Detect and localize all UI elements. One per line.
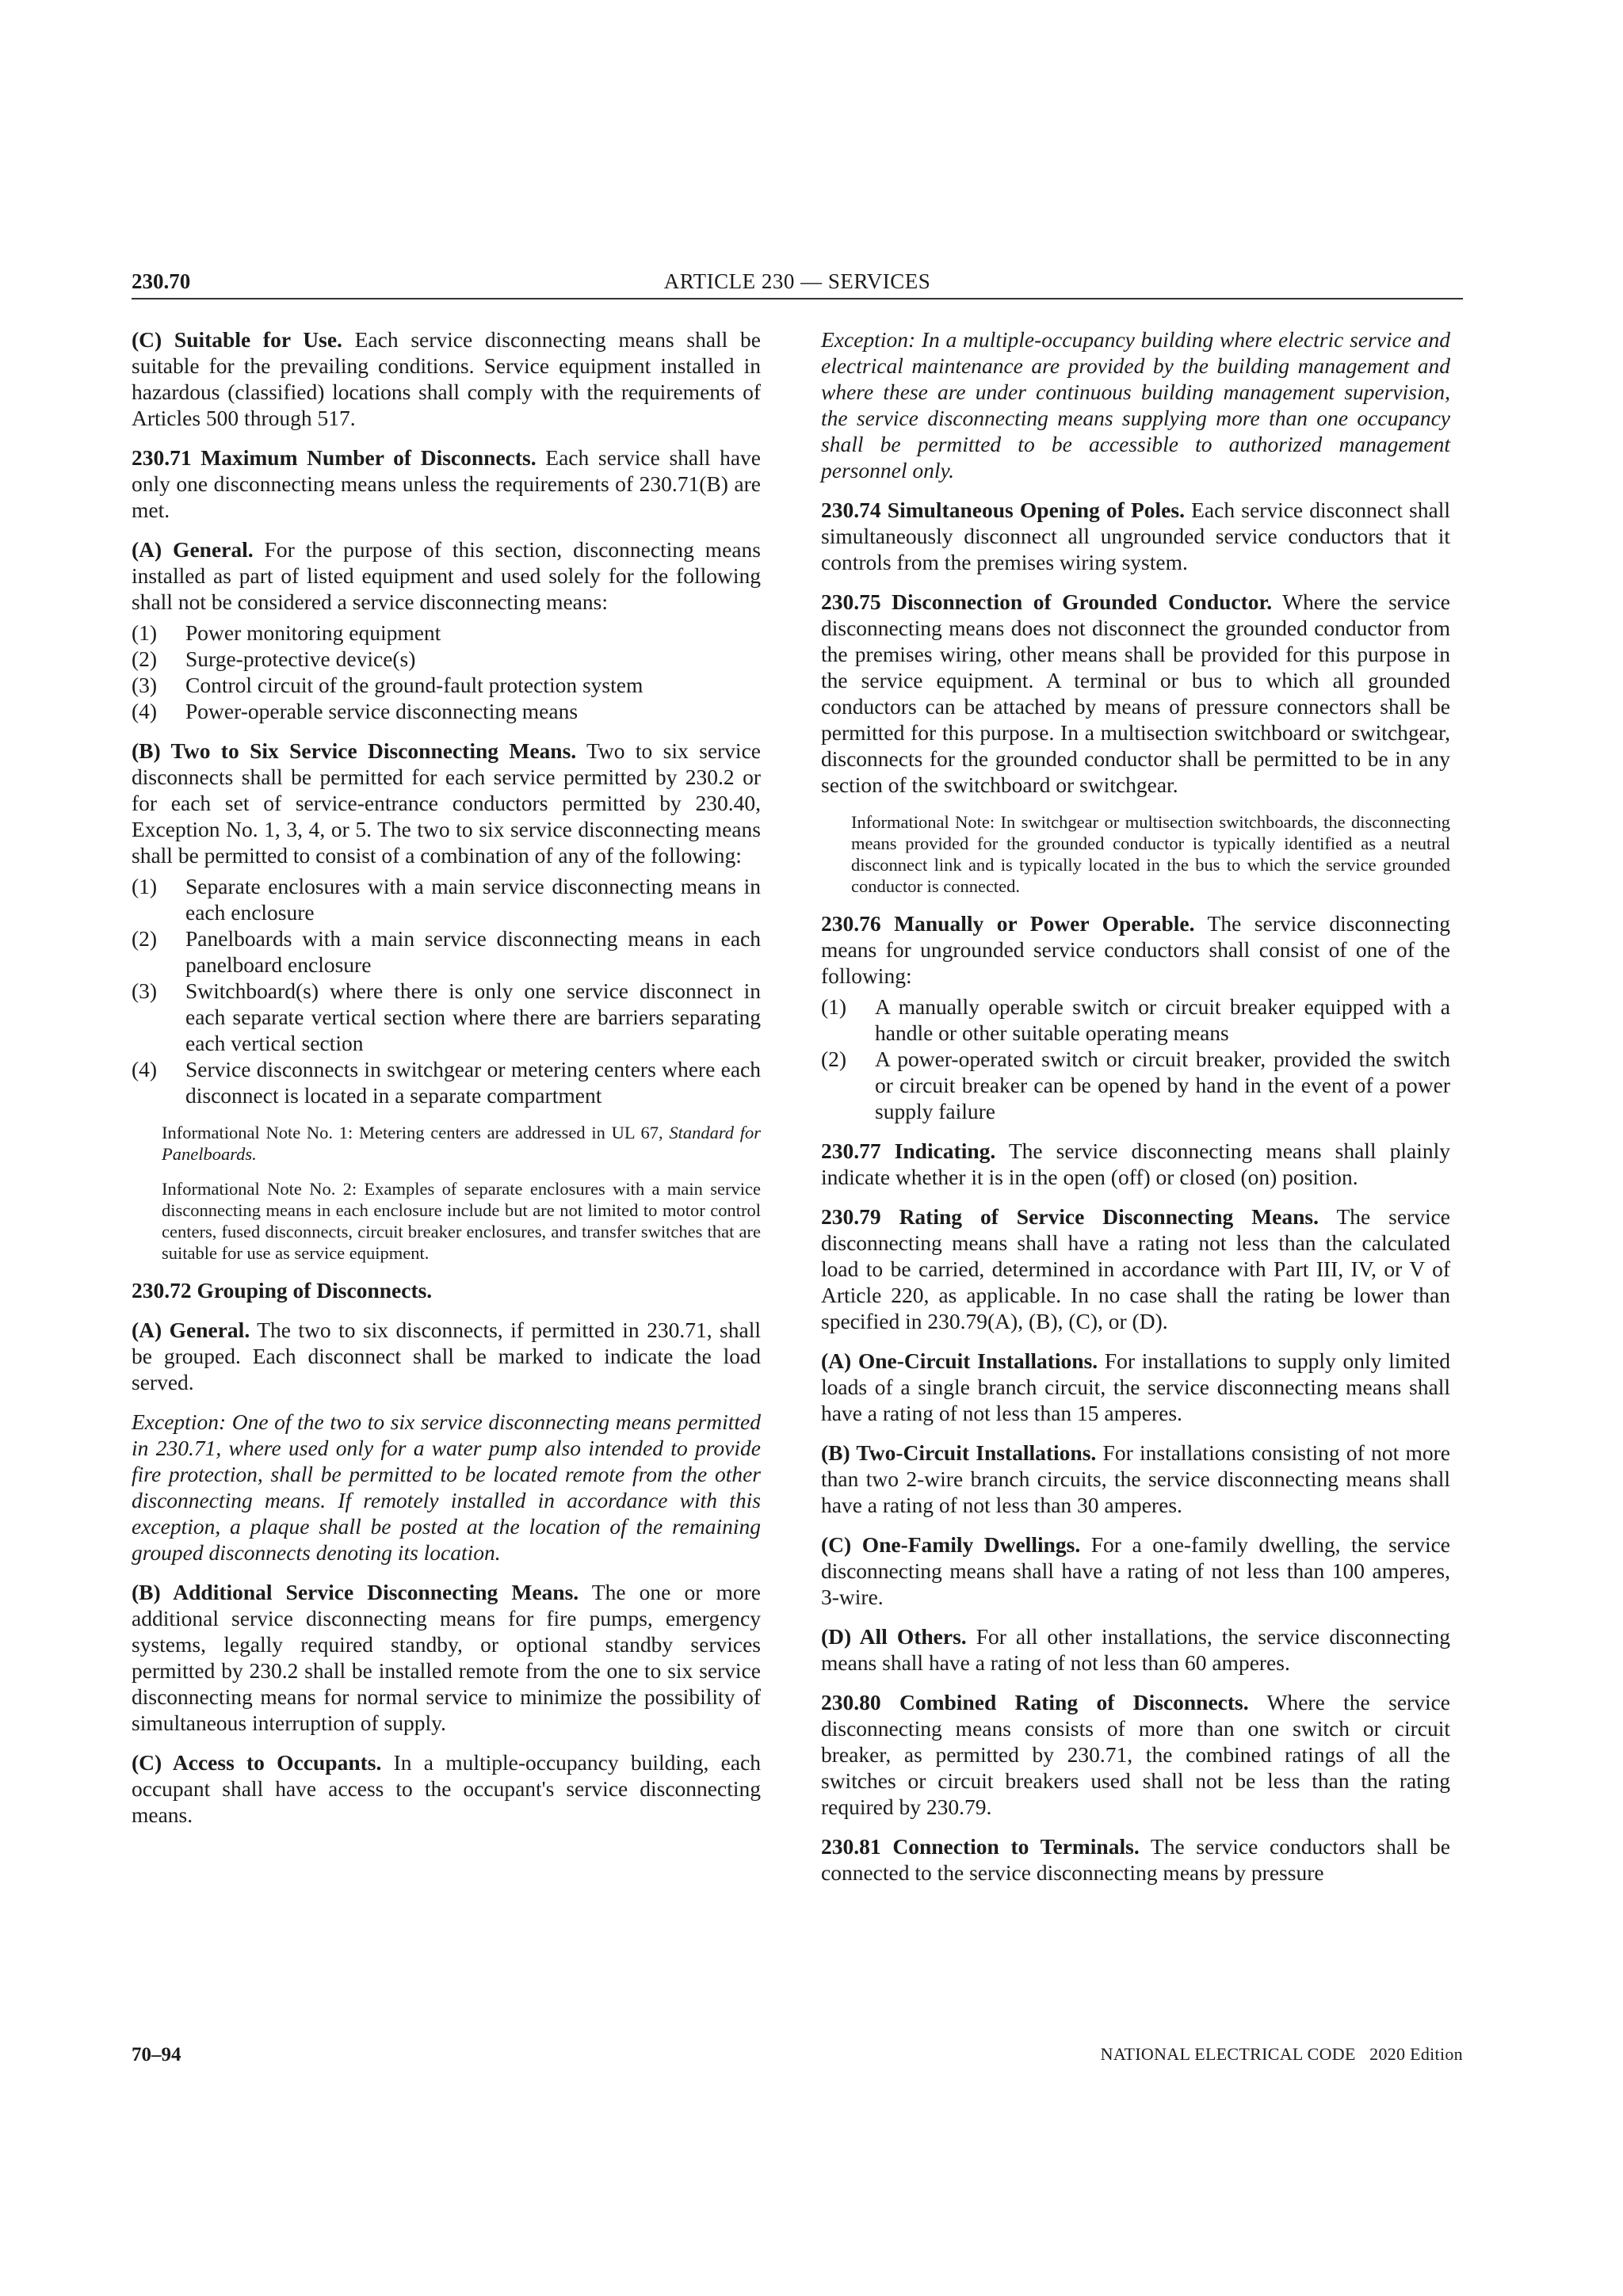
section-b-two-circuit bbox=[821, 1440, 1450, 1518]
informational-note-2 bbox=[162, 1178, 761, 1264]
section-230-75 bbox=[821, 589, 1450, 798]
body-text: For a one-family dwelling, the service disconnecting means shall have a rating of not less than 100 amperes, 3-wire. bbox=[821, 1532, 1450, 1609]
header-article-title: ARTICLE 230 — SERVICES bbox=[663, 269, 931, 293]
heading: (B) Two-Circuit Installations. bbox=[821, 1440, 1097, 1465]
body-text: For installations to supply only limited loads of a single branch circuit, the service disconnecting means shall have a rating of not less than 15 amperes. bbox=[821, 1348, 1450, 1425]
list-item bbox=[821, 1046, 1450, 1124]
section-230-76 bbox=[821, 910, 1450, 989]
section-230-71 bbox=[132, 444, 761, 523]
note-text: Informational Note No. 1: Metering centers are addressed in UL 67, bbox=[162, 1123, 670, 1142]
list-item-number: (4) bbox=[132, 1057, 158, 1081]
header-rule bbox=[132, 298, 1463, 299]
body-text: For installations consisting of not more than two 2-wire branch circuits, the service disconnecting means shall have a rating of not less than 30 amperes. bbox=[821, 1440, 1450, 1517]
body-text: Where the service disconnecting means does not disconnect the grounded conductor from the premises wiring, other means shall be provided for this purpose in the service equipment. A terminal or bus to which all grounded conductors can be attached by means of pressure connectors shall be permitted for this purpose. In a multisection switchboard or switchgear, disconnects for the grounded conductor shall be permitted to be in any section of the switchboard or switchgear. bbox=[821, 589, 1450, 797]
heading: (C) One-Family Dwellings. bbox=[821, 1532, 1081, 1557]
note-text: Informational Note No. 2: Examples of separate enclosures with a main service disconnecting means in each enclosure include but are not limited to motor control centers, fused disconnects, circuit breaker enclosures, and transfer switches that are suitable for use as service equipment. bbox=[162, 1179, 761, 1263]
heading: 230.72 Grouping of Disconnects. bbox=[132, 1278, 433, 1302]
list-item bbox=[821, 994, 1450, 1046]
list-item-number: (1) bbox=[132, 620, 158, 645]
list-item bbox=[132, 698, 761, 724]
body-text: For the purpose of this section, disconnecting means installed as part of listed equipment and used solely for the following shall not be considered a service disconnecting means: bbox=[132, 537, 761, 614]
section-c-suitable-for-use bbox=[132, 326, 761, 431]
section-230-81 bbox=[821, 1833, 1450, 1886]
body-text: The service conductors shall be connected to the service disconnecting means by pressure bbox=[821, 1834, 1450, 1885]
page-footer bbox=[132, 2044, 1463, 2076]
body-text: For all other installations, the service disconnecting means shall have a rating of not less than 60 amperes. bbox=[821, 1624, 1450, 1675]
section-c-one-family bbox=[821, 1531, 1450, 1610]
list-item-number: (1) bbox=[821, 994, 847, 1019]
right-column bbox=[821, 326, 1450, 1899]
list-item-text: Switchboard(s) where there is only one service disconnect in each separate vertical section where there are barriers separating each vertical section bbox=[185, 978, 761, 1055]
list-230-76 bbox=[821, 994, 1450, 1124]
informational-note-1 bbox=[162, 1122, 761, 1165]
list-item-number: (3) bbox=[132, 673, 158, 697]
section-b-additional bbox=[132, 1579, 761, 1736]
heading: 230.80 Combined Rating of Disconnects. bbox=[821, 1690, 1249, 1714]
body-text: Each service disconnecting means shall be suitable for the prevailing conditions. Service equipment installed in hazardous (classified) locations shall comply with the requirements of Articles 500 through 517. bbox=[132, 327, 761, 430]
body-text: The service disconnecting means for ungrounded service conductors shall consist of one of the following: bbox=[821, 911, 1451, 988]
heading: 230.71 Maximum Number of Disconnects. bbox=[132, 445, 537, 470]
list-item-text: Service disconnects in switchgear or metering centers where each disconnect is located in a separate compartment bbox=[185, 1057, 761, 1108]
heading: 230.74 Simultaneous Opening of Poles. bbox=[821, 498, 1185, 522]
heading: 230.81 Connection to Terminals. bbox=[821, 1834, 1140, 1859]
list-item-text: Surge-protective device(s) bbox=[185, 646, 416, 671]
heading: (A) One-Circuit Installations. bbox=[821, 1348, 1098, 1373]
heading: (B) Two to Six Service Disconnecting Means. bbox=[132, 738, 577, 763]
page-header bbox=[132, 269, 1463, 301]
list-item bbox=[132, 873, 761, 925]
list-item-number: (2) bbox=[132, 646, 158, 671]
exception-fire-pump bbox=[132, 1409, 761, 1566]
section-230-79 bbox=[821, 1203, 1450, 1334]
section-c-access bbox=[132, 1749, 761, 1828]
body-text: Each service shall have only one disconnecting means unless the requirements of 230.71(B) are met. bbox=[132, 445, 761, 522]
section-230-72 bbox=[132, 1277, 761, 1303]
heading: 230.77 Indicating. bbox=[821, 1138, 996, 1163]
section-72-a-general bbox=[132, 1317, 761, 1395]
list-item-number: (2) bbox=[132, 926, 158, 951]
list-item bbox=[132, 925, 761, 978]
section-b-two-to-six bbox=[132, 738, 761, 868]
section-230-77 bbox=[821, 1138, 1450, 1190]
section-a-one-circuit bbox=[821, 1348, 1450, 1426]
list-b-two-to-six bbox=[132, 873, 761, 1108]
heading: 230.75 Disconnection of Grounded Conductor. bbox=[821, 589, 1273, 614]
body-text: The service disconnecting means shall have a rating not less than the calculated load to be carried, determined in accordance with Part III, IV, or V of Article 220, as applicable. In no case shall the rating be lower than specified in 230.79(A), (B), (C), or (D). bbox=[821, 1204, 1451, 1333]
body-text: The one or more additional service disconnecting means for fire pumps, emergency systems, legally required standby, or optional standby services permitted by 230.2 shall be installed remote from the one to six service disconnecting means for normal service to minimize the possibility of simultaneous interruption of supply. bbox=[132, 1580, 761, 1735]
heading: (D) All Others. bbox=[821, 1624, 967, 1649]
exception-text: Exception: One of the two to six service disconnecting means permitted in 230.71, where used only for a water pump also intended to provide fire protection, shall be permitted to be located remote from the other disconnecting means. If remotely installed in accordance with this exception, a plaque shall be posted at the location of the remaining grouped disconnects denoting its location. bbox=[132, 1409, 761, 1565]
footer-page-number: 70–94 bbox=[132, 2044, 181, 2065]
heading: (B) Additional Service Disconnecting Means. bbox=[132, 1580, 579, 1604]
list-item bbox=[132, 978, 761, 1056]
section-230-80 bbox=[821, 1689, 1450, 1820]
heading: (C) Access to Occupants. bbox=[132, 1750, 382, 1775]
list-item bbox=[132, 646, 761, 672]
list-item-number: (1) bbox=[132, 874, 158, 898]
section-d-all-others bbox=[821, 1623, 1450, 1676]
note-italic-title: Standard for Panelboards. bbox=[162, 1123, 761, 1164]
heading: (C) Suitable for Use. bbox=[132, 327, 342, 352]
informational-note-grounded bbox=[851, 811, 1450, 897]
list-item-text: Panelboards with a main service disconnecting means in each panelboard enclosure bbox=[185, 926, 761, 977]
list-item-number: (2) bbox=[821, 1047, 847, 1071]
header-section-number: 230.70 bbox=[132, 269, 191, 293]
list-item bbox=[132, 672, 761, 698]
list-a-general bbox=[132, 620, 761, 724]
body-text: Two to six service disconnects shall be permitted for each service permitted by 230.2 or for each set of service-entrance conductors permitted by 230.40, Exception No. 1, 3, 4, or 5. The two to six service disconnecting means shall be permitted to consist of a combination of any of the following: bbox=[132, 738, 761, 868]
footer-edition: NATIONAL ELECTRICAL CODE 2020 Edition bbox=[1100, 2044, 1463, 2064]
body-text: In a multiple-occupancy building, each occupant shall have access to the occupant's service disconnecting means. bbox=[132, 1750, 761, 1827]
list-item-text: A power-operated switch or circuit breaker, provided the switch or circuit breaker can be opened by hand in the event of a power supply failure bbox=[875, 1047, 1450, 1123]
heading: (A) General. bbox=[132, 1318, 250, 1342]
exception-multiple-occupancy bbox=[821, 326, 1450, 483]
exception-text: Exception: In a multiple-occupancy building where electric service and electrical maintenance are provided by the building management and where these are under continuous building management supervision, the service disconnecting means supplying more than one occupancy shall be permitted to be accessible to authorized management personnel only. bbox=[821, 327, 1450, 482]
heading: (A) General. bbox=[132, 537, 254, 562]
heading: 230.79 Rating of Service Disconnecting Means. bbox=[821, 1204, 1319, 1229]
list-item bbox=[132, 620, 761, 646]
list-item bbox=[132, 1056, 761, 1108]
list-item-text: Power-operable service disconnecting means bbox=[185, 699, 579, 723]
list-item-text: Control circuit of the ground-fault protection system bbox=[185, 673, 643, 697]
body-text: The service disconnecting means shall plainly indicate whether it is in the open (off) or closed (on) position. bbox=[821, 1138, 1450, 1189]
list-item-text: Separate enclosures with a main service disconnecting means in each enclosure bbox=[185, 874, 761, 925]
body-text: The two to six disconnects, if permitted in 230.71, shall be grouped. Each disconnect shall be marked to indicate the load served. bbox=[132, 1318, 761, 1394]
list-item-number: (4) bbox=[132, 699, 158, 723]
list-item-text: Power monitoring equipment bbox=[185, 620, 441, 645]
section-a-general bbox=[132, 536, 761, 615]
list-item-text: A manually operable switch or circuit breaker equipped with a handle or other suitable operating means bbox=[875, 994, 1450, 1045]
body-text: Where the service disconnecting means consists of more than one switch or circuit breaker, as permitted by 230.71, the combined ratings of all the switches or circuit breakers used shall not be less than the rating required by 230.79. bbox=[821, 1690, 1450, 1819]
body-text: Each service disconnect shall simultaneously disconnect all ungrounded service conductors that it controls from the premises wiring system. bbox=[821, 498, 1450, 574]
note-text: Informational Note: In switchgear or multisection switchboards, the disconnecting means provided for the grounded conductor is typically identified as a neutral disconnect link and is typically located in the bus to which the service grounded conductor is connected. bbox=[851, 812, 1450, 896]
section-230-74 bbox=[821, 497, 1450, 575]
heading: 230.76 Manually or Power Operable. bbox=[821, 911, 1195, 936]
list-item-number: (3) bbox=[132, 978, 158, 1003]
left-column bbox=[132, 326, 761, 1841]
